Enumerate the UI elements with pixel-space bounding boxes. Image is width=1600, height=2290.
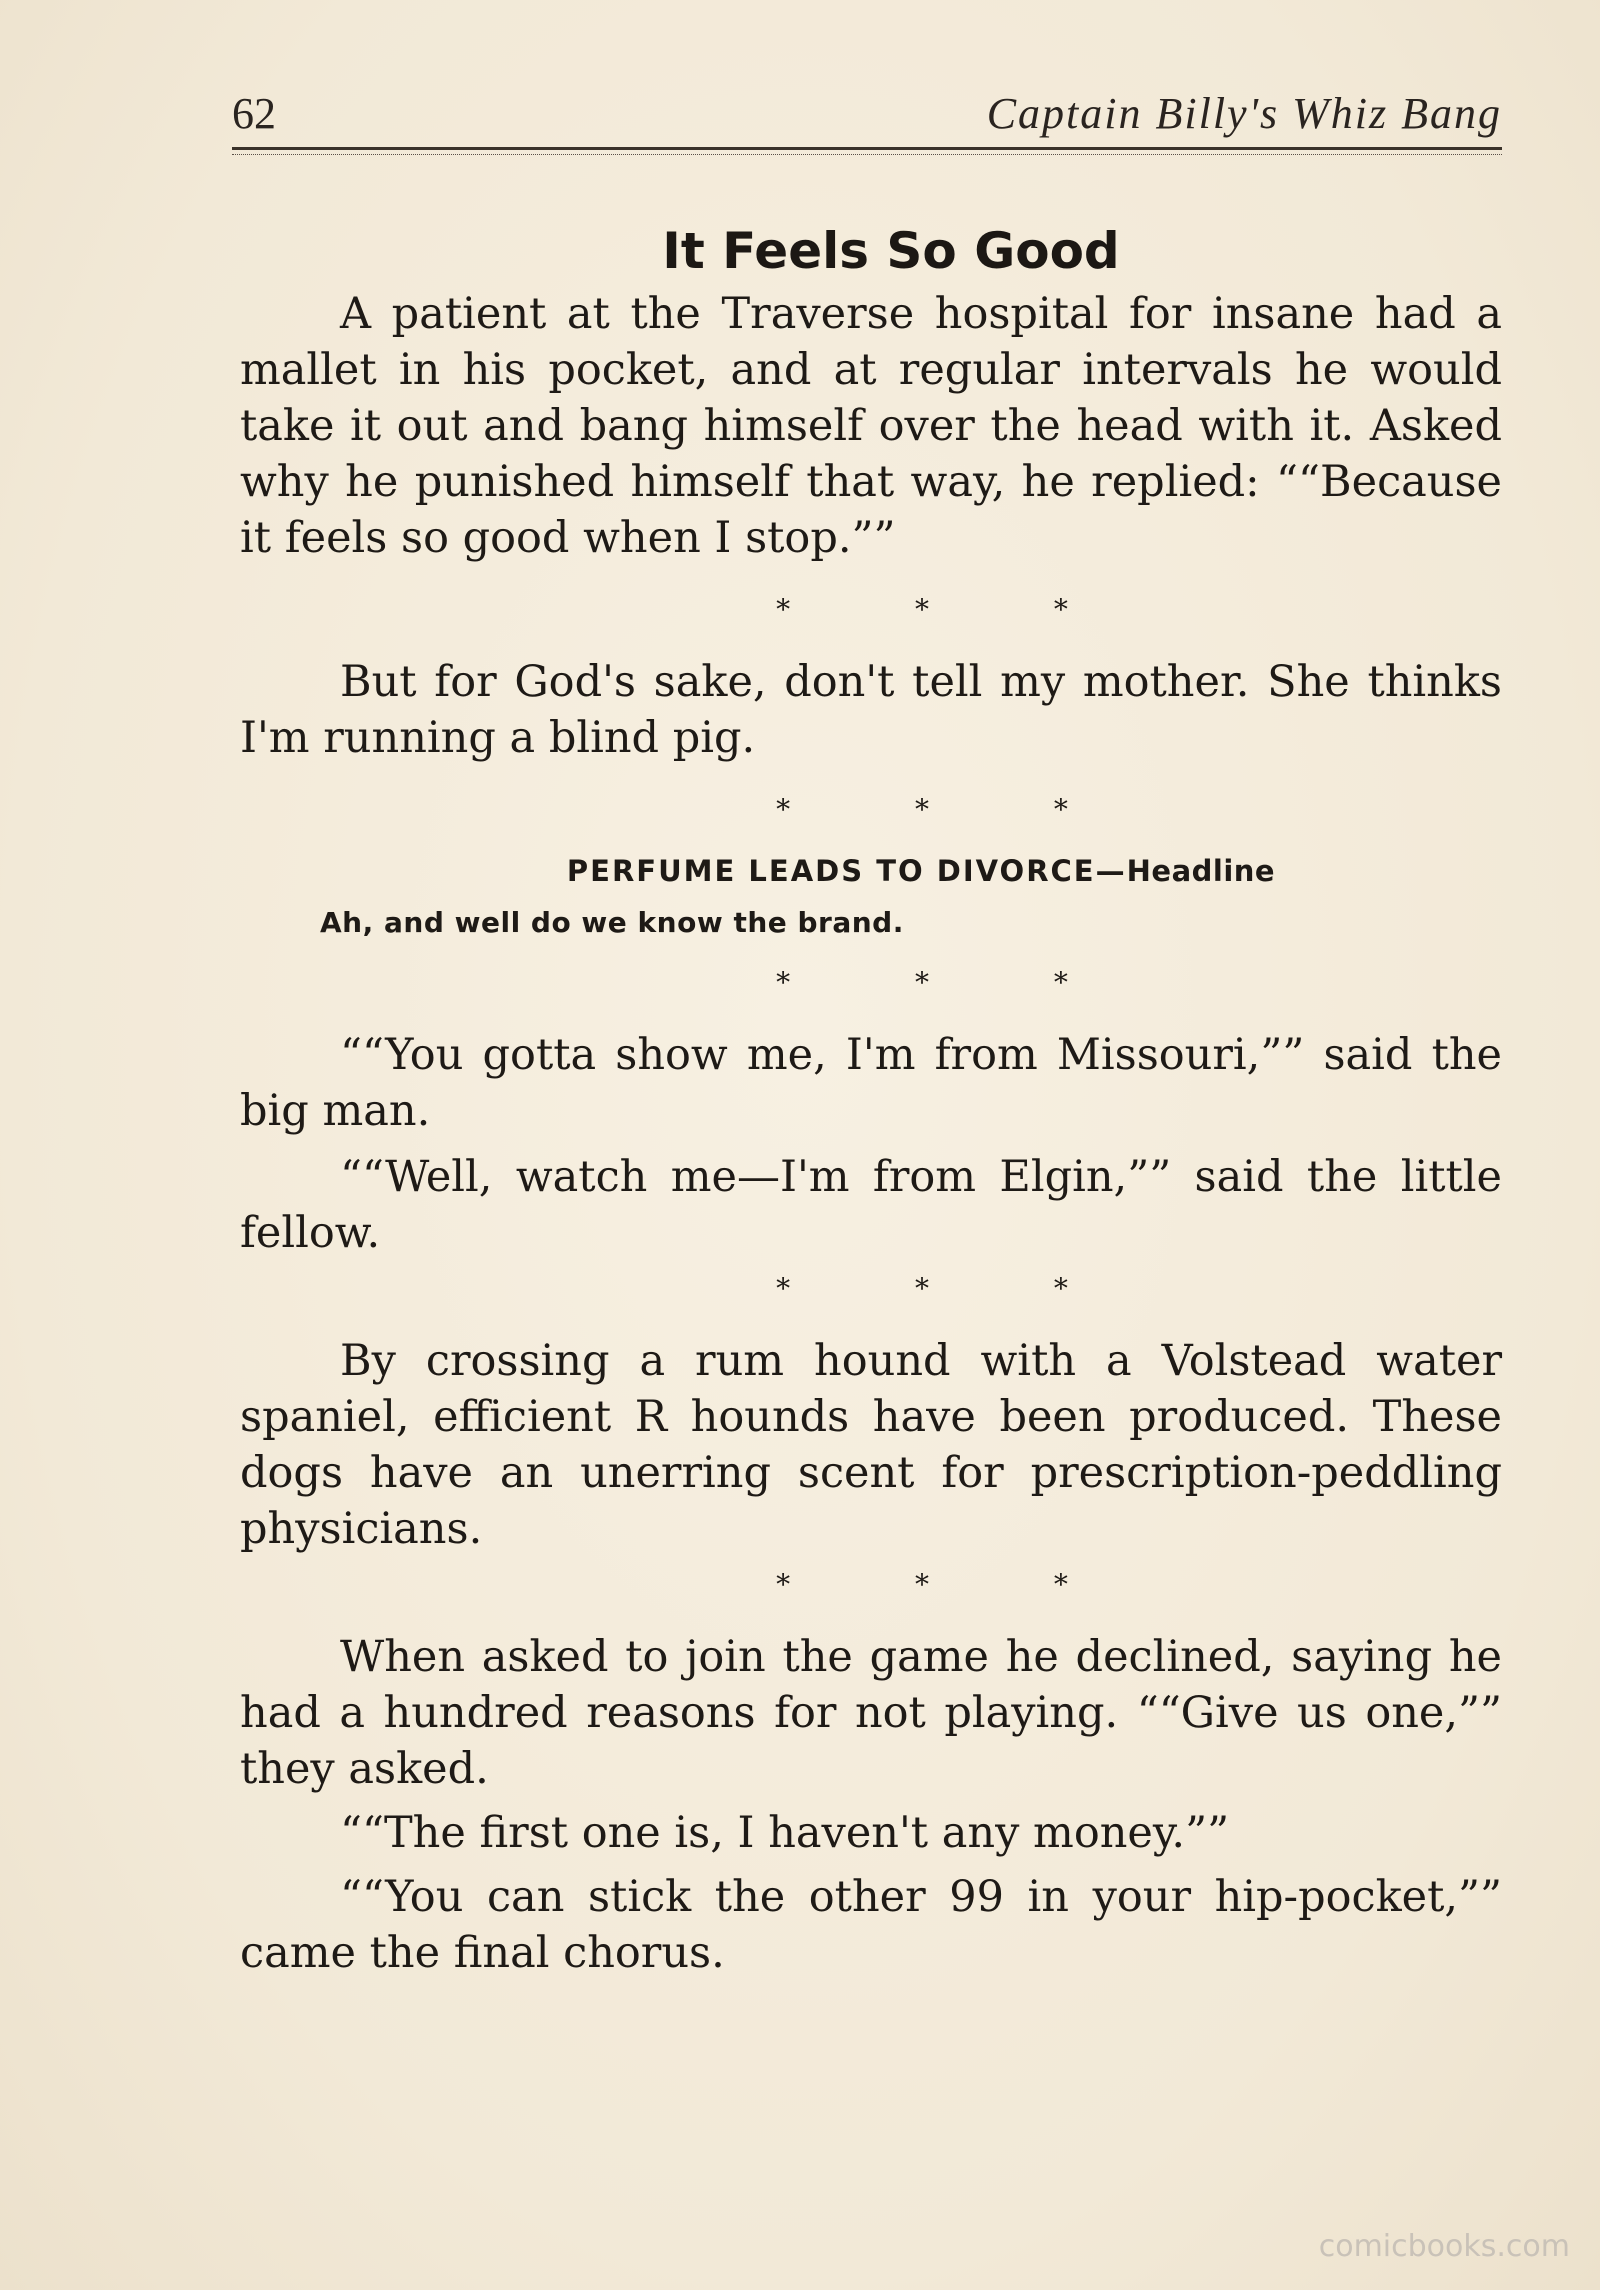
separator-stars: * * * (776, 1272, 1126, 1305)
headline-text: PERFUME LEADS TO DIVORCE— (566, 854, 1127, 888)
separator-stars: * * * (776, 966, 1126, 999)
headline-source: Headline (1126, 854, 1276, 888)
joke-paragraph: ““The first one is, I haven't any money.”” (340, 1808, 1230, 1858)
joke-paragraph: By crossing a rum hound with a Volstead water spaniel, efficient R hounds have been produced. These dogs have an unerring scent for prescription-peddling physicians. (240, 1336, 1502, 1554)
joke-paragraph: ““Well, watch me—I'm from Elgin,”” said the little fellow. (240, 1152, 1502, 1258)
headline-note: Ah, and well do we know the brand. (320, 906, 904, 939)
page-number: 62 (232, 89, 276, 138)
article-title: It Feels So Good (662, 222, 1120, 280)
joke-paragraph: But for God's sake, don't tell my mother. She thinks I'm running a blind pig. (240, 657, 1502, 763)
headline (240, 854, 1502, 888)
running-title: Captain Billy's Whiz Bang (986, 89, 1502, 138)
page-header (232, 82, 1502, 142)
joke-paragraph: When asked to join the game he declined, saying he had a hundred reasons for not playing. ““Give us one,”” they asked. (240, 1632, 1502, 1794)
separator-stars: * * * (776, 1568, 1126, 1601)
joke-paragraph: ““You gotta show me, I'm from Missouri,”” said the big man. (240, 1030, 1502, 1136)
separator-stars: * * * (776, 593, 1126, 626)
header-rule (232, 147, 1502, 155)
page-content (240, 222, 1502, 1981)
watermark: comicbooks.com (1318, 2229, 1570, 2264)
separator-stars: * * * (776, 793, 1126, 826)
joke-paragraph: ““You can stick the other 99 in your hip-pocket,”” came the final chorus. (240, 1872, 1502, 1978)
article-paragraph: A patient at the Traverse hospital for insane had a mallet in his pocket, and at regular intervals he would take it out and bang himself over the head with it. Asked why he punished himself that way, he replied: ““Because it feels so good when I stop.”” (240, 289, 1502, 563)
